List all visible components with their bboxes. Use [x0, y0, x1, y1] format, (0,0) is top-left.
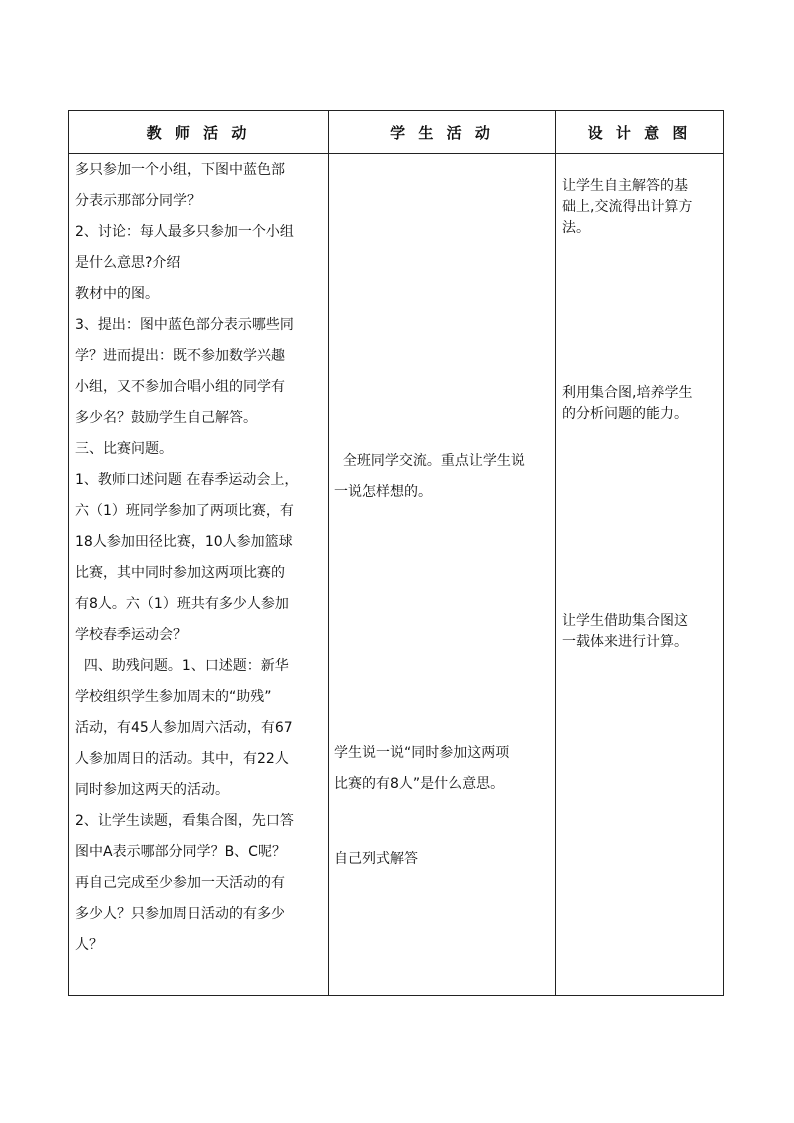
design-line: 让学生自主解答的基 [562, 178, 688, 194]
teacher-line: 多只参加一个小组，下图中蓝色部 [75, 162, 285, 178]
design-line: 利用集合图,培养学生 [562, 385, 693, 401]
student-activity-solve [334, 844, 418, 875]
header-design-intent: 设 计 意 图 [587, 124, 692, 142]
column-divider [328, 111, 329, 995]
header-student-activity: 学 生 活 动 [390, 124, 494, 142]
teacher-line: 分表示那部分同学？ [75, 193, 201, 209]
teacher-line: 比赛，其中同时参加这两项比赛的 [75, 565, 285, 581]
design-intent-autonomy [562, 176, 692, 239]
teacher-line: 2、让学生读题，看集合图，先口答 [75, 813, 294, 829]
teacher-line: 四、助残问题。1、口述题：新华 [75, 658, 289, 674]
teacher-line: 图中A表示哪部分同学？B、C呢？ [75, 844, 286, 860]
lesson-plan-table [68, 110, 724, 996]
column-divider [555, 111, 556, 995]
teacher-line: 有8人。六（1）班共有多少人参加 [75, 596, 289, 612]
teacher-activity-text [75, 155, 325, 961]
teacher-line: 六（1）班同学参加了两项比赛，有 [75, 503, 294, 519]
teacher-line: 再自己完成至少参加一天活动的有 [75, 875, 285, 891]
student-activity-explain [334, 738, 509, 800]
teacher-line: 学校春季运动会？ [75, 627, 187, 643]
design-line: 一载体来进行计算。 [562, 634, 688, 650]
teacher-line: 人参加周日的活动。其中，有22人 [75, 751, 289, 767]
teacher-line: 18人参加田径比赛，10人参加篮球 [75, 534, 293, 550]
design-intent-set-diagram [562, 383, 692, 425]
teacher-line: 多少名？鼓励学生自己解答。 [75, 410, 257, 426]
header-teacher-activity: 教 师 活 动 [146, 124, 251, 142]
teacher-line: 1、教师口述问题 在春季运动会上， [75, 472, 299, 488]
student-line: 学生说一说“同时参加这两项 [334, 745, 510, 761]
design-line: 法。 [562, 220, 590, 236]
design-intent-calculation [562, 611, 688, 653]
teacher-line: 小组，又不参加合唱小组的同学有 [75, 379, 285, 395]
teacher-line: 活动，有45人参加周六活动，有67 [75, 720, 293, 736]
student-activity-discussion [334, 446, 525, 508]
student-line: 自己列式解答 [334, 851, 418, 867]
teacher-line: 三、比赛问题。 [75, 441, 173, 457]
student-line: 全班同学交流。重点让学生说 [334, 453, 525, 469]
student-line: 一说怎样想的。 [334, 484, 432, 500]
design-line: 让学生借助集合图这 [562, 613, 688, 629]
teacher-line: 2、讨论：每人最多只参加一个小组 [75, 224, 294, 240]
design-line: 础上,交流得出计算方 [562, 199, 693, 215]
student-line: 比赛的有8人”是什么意思。 [334, 776, 505, 792]
teacher-line: 多少人？只参加周日活动的有多少 [75, 906, 285, 922]
teacher-line: 人？ [75, 937, 103, 953]
design-line: 的分析问题的能力。 [562, 406, 688, 422]
teacher-line: 3、提出：图中蓝色部分表示哪些同 [75, 317, 294, 333]
teacher-line: 学校组织学生参加周末的“助残” [75, 689, 272, 705]
teacher-line: 教材中的图。 [75, 286, 159, 302]
teacher-line: 同时参加这两天的活动。 [75, 782, 229, 798]
teacher-line: 学？进而提出：既不参加数学兴趣 [75, 348, 285, 364]
teacher-line: 是什么意思?介绍 [75, 255, 181, 271]
